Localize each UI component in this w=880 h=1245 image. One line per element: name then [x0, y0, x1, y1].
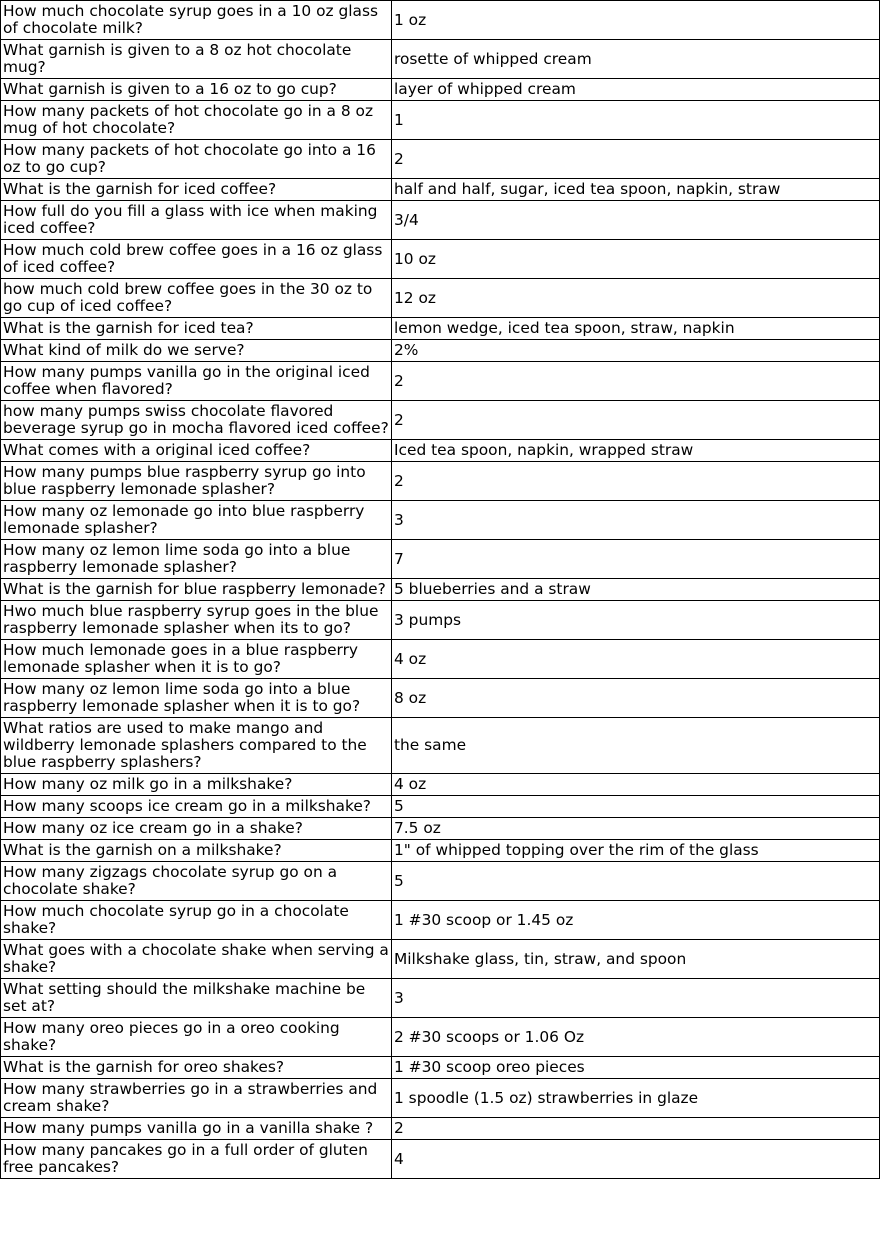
table-row [1, 640, 880, 679]
answer-cell: 4 [392, 1140, 880, 1179]
question-cell: What garnish is given to a 16 oz to go cup? [1, 79, 392, 101]
question-cell: How many oreo pieces go in a oreo cooking shake? [1, 1018, 392, 1057]
question-cell: Hwo much blue raspberry syrup goes in the blue raspberry lemonade splasher when its to go? [1, 601, 392, 640]
answer-cell: 1 spoodle (1.5 oz) strawberries in glaze [392, 1079, 880, 1118]
table-row [1, 1057, 880, 1079]
answer-cell: half and half, sugar, iced tea spoon, napkin, straw [392, 179, 880, 201]
answer-cell: 3/4 [392, 201, 880, 240]
table-row [1, 1140, 880, 1179]
question-cell: How much lemonade goes in a blue raspberry lemonade splasher when it is to go? [1, 640, 392, 679]
answer-cell: 10 oz [392, 240, 880, 279]
answer-cell: 1" of whipped topping over the rim of the glass [392, 840, 880, 862]
question-cell: What is the garnish for oreo shakes? [1, 1057, 392, 1079]
table-row [1, 1, 880, 40]
question-cell: What kind of milk do we serve? [1, 340, 392, 362]
question-cell: How many strawberries go in a strawberries and cream shake? [1, 1079, 392, 1118]
answer-cell: the same [392, 718, 880, 774]
answer-cell: 4 oz [392, 774, 880, 796]
question-cell: How many pancakes go in a full order of gluten free pancakes? [1, 1140, 392, 1179]
table-row [1, 718, 880, 774]
question-cell: How full do you fill a glass with ice when making iced coffee? [1, 201, 392, 240]
table-row [1, 796, 880, 818]
question-cell: how many pumps swiss chocolate flavored beverage syrup go in mocha flavored iced coffee? [1, 401, 392, 440]
question-cell: How many pumps vanilla go in a vanilla shake ? [1, 1118, 392, 1140]
answer-cell: 2 [392, 140, 880, 179]
answer-cell: 8 oz [392, 679, 880, 718]
answer-cell: 5 [392, 862, 880, 901]
question-cell: How many pumps blue raspberry syrup go into blue raspberry lemonade splasher? [1, 462, 392, 501]
answer-cell: 2 [392, 1118, 880, 1140]
answer-cell: 12 oz [392, 279, 880, 318]
answer-cell: 1 #30 scoop oreo pieces [392, 1057, 880, 1079]
table-row [1, 818, 880, 840]
table-row [1, 1079, 880, 1118]
question-cell: How many oz lemon lime soda go into a blue raspberry lemonade splasher when it is to go? [1, 679, 392, 718]
question-cell: How many oz ice cream go in a shake? [1, 818, 392, 840]
table-row [1, 840, 880, 862]
table-row [1, 679, 880, 718]
answer-cell: lemon wedge, iced tea spoon, straw, napkin [392, 318, 880, 340]
answer-cell: 5 [392, 796, 880, 818]
answer-cell: 5 blueberries and a straw [392, 579, 880, 601]
question-cell: What garnish is given to a 8 oz hot chocolate mug? [1, 40, 392, 79]
question-cell: What is the garnish for iced coffee? [1, 179, 392, 201]
answer-cell: 2 #30 scoops or 1.06 Oz [392, 1018, 880, 1057]
answer-cell: 2 [392, 401, 880, 440]
question-cell: What ratios are used to make mango and wildberry lemonade splashers compared to the blue raspberry splashers? [1, 718, 392, 774]
answer-cell: 1 [392, 101, 880, 140]
table-row [1, 601, 880, 640]
answer-cell: 2% [392, 340, 880, 362]
answer-cell: 3 [392, 501, 880, 540]
question-cell: How many scoops ice cream go in a milkshake? [1, 796, 392, 818]
question-cell: How many zigzags chocolate syrup go on a chocolate shake? [1, 862, 392, 901]
table-row [1, 40, 880, 79]
question-cell: How much cold brew coffee goes in a 16 oz glass of iced coffee? [1, 240, 392, 279]
table-row [1, 201, 880, 240]
table-row [1, 774, 880, 796]
question-cell: How many oz lemonade go into blue raspberry lemonade splasher? [1, 501, 392, 540]
question-cell: How many pumps vanilla go in the original iced coffee when flavored? [1, 362, 392, 401]
question-cell: How many packets of hot chocolate go into a 16 oz to go cup? [1, 140, 392, 179]
table-row [1, 179, 880, 201]
question-cell: What is the garnish for blue raspberry lemonade? [1, 579, 392, 601]
question-cell: How much chocolate syrup goes in a 10 oz glass of chocolate milk? [1, 1, 392, 40]
answer-cell: 1 #30 scoop or 1.45 oz [392, 901, 880, 940]
table-row [1, 862, 880, 901]
question-cell: What goes with a chocolate shake when serving a shake? [1, 940, 392, 979]
table-row [1, 540, 880, 579]
answer-cell: rosette of whipped cream [392, 40, 880, 79]
question-cell: What comes with a original iced coffee? [1, 440, 392, 462]
table-row [1, 940, 880, 979]
question-cell: What is the garnish on a milkshake? [1, 840, 392, 862]
table-row [1, 401, 880, 440]
table-row [1, 462, 880, 501]
table-row [1, 318, 880, 340]
table-row [1, 279, 880, 318]
answer-cell: 2 [392, 462, 880, 501]
table-row [1, 340, 880, 362]
table-row [1, 240, 880, 279]
table-row [1, 101, 880, 140]
question-answer-table-body [1, 1, 880, 1179]
table-row [1, 579, 880, 601]
answer-cell: 3 pumps [392, 601, 880, 640]
table-row [1, 440, 880, 462]
question-cell: How many oz milk go in a milkshake? [1, 774, 392, 796]
table-row [1, 1018, 880, 1057]
table-row [1, 501, 880, 540]
answer-cell: 1 oz [392, 1, 880, 40]
table-row [1, 79, 880, 101]
table-row [1, 362, 880, 401]
table-row [1, 140, 880, 179]
table-row [1, 1118, 880, 1140]
answer-cell: 7.5 oz [392, 818, 880, 840]
question-cell: How much chocolate syrup go in a chocolate shake? [1, 901, 392, 940]
answer-cell: 3 [392, 979, 880, 1018]
answer-cell: Milkshake glass, tin, straw, and spoon [392, 940, 880, 979]
answer-cell: 2 [392, 362, 880, 401]
answer-cell: 4 oz [392, 640, 880, 679]
table-row [1, 901, 880, 940]
answer-cell: Iced tea spoon, napkin, wrapped straw [392, 440, 880, 462]
question-cell: how much cold brew coffee goes in the 30 oz to go cup of iced coffee? [1, 279, 392, 318]
answer-cell: layer of whipped cream [392, 79, 880, 101]
table-row [1, 979, 880, 1018]
question-cell: What is the garnish for iced tea? [1, 318, 392, 340]
question-cell: How many oz lemon lime soda go into a blue raspberry lemonade splasher? [1, 540, 392, 579]
question-cell: How many packets of hot chocolate go in a 8 oz mug of hot chocolate? [1, 101, 392, 140]
question-cell: What setting should the milkshake machine be set at? [1, 979, 392, 1018]
answer-cell: 7 [392, 540, 880, 579]
